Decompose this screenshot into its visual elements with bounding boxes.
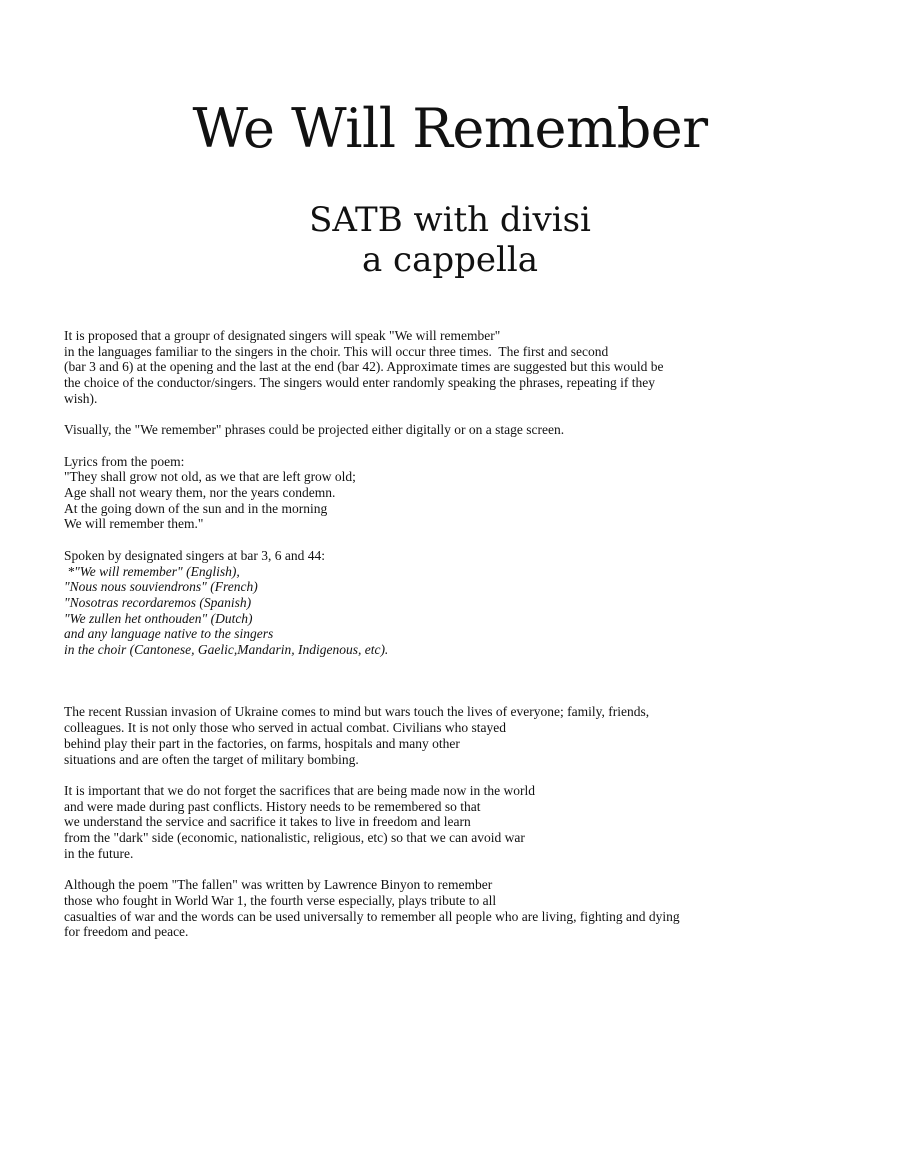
text-line: It is important that we do not forget the sacrifices that are being made now in the world bbox=[64, 782, 535, 798]
spoken-line: "Nous nous souviendrons" (French) bbox=[64, 579, 258, 595]
visual-paragraph bbox=[64, 422, 864, 438]
text-line: the choice of the conductor/singers. The singers would enter randomly speaking the phrases, repeating if they bbox=[64, 375, 655, 391]
subtitle bbox=[0, 200, 900, 280]
spoken-paragraph bbox=[64, 548, 864, 658]
lyrics-paragraph bbox=[64, 454, 864, 533]
text-line: wish). bbox=[64, 390, 98, 406]
text-line: Although the poem "The fallen" was written by Lawrence Binyon to remember bbox=[64, 877, 493, 893]
spoken-line: "Nosotras recordaremos (Spanish) bbox=[64, 594, 252, 610]
text-line: Lyrics from the poem: bbox=[64, 453, 185, 469]
text-line: behind play their part in the factories, on farms, hospitals and many other bbox=[64, 735, 460, 751]
lyric-line: Age shall not weary them, nor the years condemn. bbox=[64, 485, 336, 500]
text-line: from the "dark" side (economic, nationalistic, religious, etc) so that we can avoid war bbox=[64, 830, 525, 846]
text-line: those who fought in World War 1, the fourth verse especially, plays tribute to all bbox=[64, 892, 497, 908]
spoken-line: "We zullen het onthouden" (Dutch) bbox=[64, 610, 253, 626]
lyric-line: We will remember them." bbox=[64, 516, 204, 532]
document-body bbox=[64, 328, 864, 956]
spoken-line: *"We will remember" (English), bbox=[64, 563, 240, 579]
text-line: in the languages familiar to the singers in the choir. This will occur three times. The first and second bbox=[64, 343, 609, 359]
ukraine-paragraph bbox=[64, 704, 864, 767]
text-line: casualties of war and the words can be used universally to remember all people who are living, fighting and dying bbox=[64, 908, 680, 924]
subtitle-line-2: a cappella bbox=[361, 240, 539, 280]
text-line: situations and are often the target of military bombing. bbox=[64, 751, 359, 767]
text-line: we understand the service and sacrifice it takes to live in freedom and learn bbox=[64, 814, 471, 830]
text-line: in the future. bbox=[64, 845, 134, 861]
text-line: Visually, the "We remember" phrases could be projected either digitally or on a stage screen. bbox=[64, 422, 565, 438]
text-line: colleagues. It is not only those who served in actual combat. Civilians who stayed bbox=[64, 720, 507, 736]
fallen-paragraph bbox=[64, 877, 864, 940]
intro-paragraph bbox=[64, 328, 864, 407]
subtitle-line-1: SATB with divisi bbox=[309, 200, 591, 240]
text-line: The recent Russian invasion of Ukraine comes to mind but wars touch the lives of everyone; family, friends, bbox=[64, 704, 650, 720]
text-line: It is proposed that a groupr of designated singers will speak "We will remember" bbox=[64, 328, 501, 343]
text-line: (bar 3 and 6) at the opening and the last at the end (bar 42). Approximate times are suggested but this would be bbox=[64, 359, 664, 375]
lyric-line: "They shall grow not old, as we that are left grow old; bbox=[64, 469, 356, 485]
spoken-line: in the choir (Cantonese, Gaelic,Mandarin, Indigenous, etc). bbox=[64, 642, 389, 658]
lyric-line: At the going down of the sun and in the morning bbox=[64, 500, 328, 516]
spoken-heading: Spoken by designated singers at bar 3, 6 and 44: bbox=[64, 547, 325, 563]
important-paragraph bbox=[64, 783, 864, 862]
page-title: We Will Remember bbox=[192, 97, 708, 160]
spoken-line: and any language native to the singers bbox=[64, 626, 274, 642]
text-line: for freedom and peace. bbox=[64, 924, 189, 940]
spacer bbox=[64, 673, 864, 704]
text-line: and were made during past conflicts. History needs to be remembered so that bbox=[64, 798, 481, 814]
